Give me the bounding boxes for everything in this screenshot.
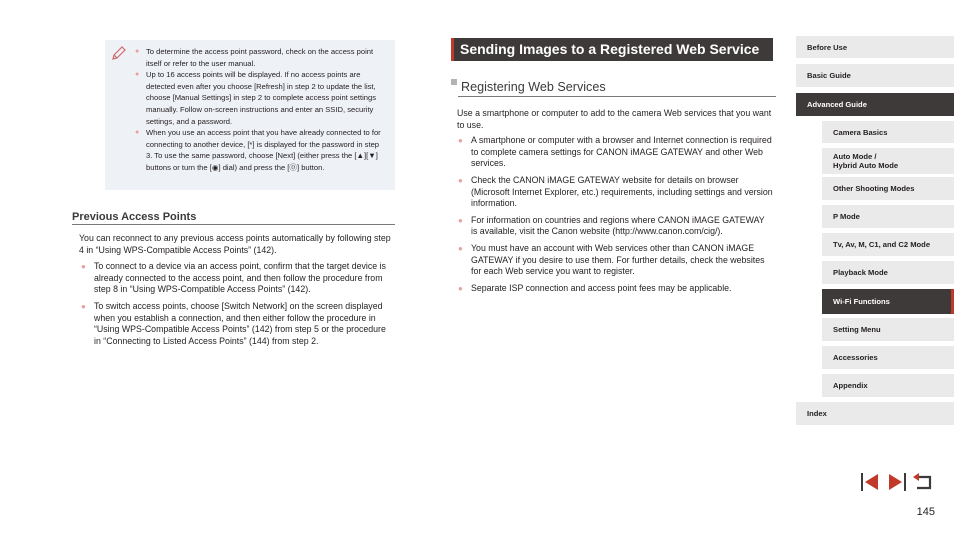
- note-box: [105, 40, 395, 190]
- subheading: Registering Web Services: [458, 80, 776, 97]
- previous-access-points-body: [79, 233, 391, 352]
- nav-p-mode[interactable]: P Mode: [822, 205, 954, 228]
- list-item: ● You must have an account with Web services other than CANON iMAGE GATEWAY if you desire to use them. For further details, check the websites for each Web service you want to register.: [458, 242, 765, 277]
- nav-appendix[interactable]: Appendix: [822, 374, 954, 397]
- main-body: [457, 108, 773, 299]
- list-item: ● Check the CANON iMAGE GATEWAY website for details on browser (Microsoft Internet Explorer, etc.) requirements, including settings and version information.: [458, 174, 773, 209]
- note-item: ● To determine the access point password, check on the access point itself or refer to the user manual.: [135, 47, 374, 68]
- pencil-icon: [111, 45, 127, 61]
- previous-intro: You can reconnect to any previous access points automatically by following step 4 in “Using WPS-Compatible Access Points” (​142).: [79, 233, 391, 255]
- nav-auto-mode[interactable]: Auto Mode / Hybrid Auto Mode: [822, 148, 954, 174]
- nav-setting-menu[interactable]: Setting Menu: [822, 318, 954, 341]
- nav-wifi-functions[interactable]: Wi-Fi Functions: [822, 289, 954, 314]
- note-list: [135, 46, 387, 174]
- return-icon[interactable]: [912, 472, 934, 492]
- nav-tv-av-mode[interactable]: Tv, Av, M, C1, and C2 Mode: [822, 233, 954, 256]
- list-item: ● A smartphone or computer with a browser and Internet connection is required to complete camera settings for CANON iMAGE GATEWAY and other Web services.: [458, 135, 772, 169]
- note-item: ● When you use an access point that you have already connected to for connecting to another device, [*] is displayed for the password in step 3. To use the same password, choose [Next] (either press the [▲][▼] buttons or turn the [◉] dial) and press the [⓪] button.: [135, 128, 381, 172]
- nav-camera-basics[interactable]: Camera Basics: [822, 121, 954, 143]
- nav-basic-guide[interactable]: Basic Guide: [796, 64, 954, 87]
- page-number: 145: [916, 506, 935, 518]
- nav-advanced-guide[interactable]: Advanced Guide: [796, 93, 954, 116]
- nav-before-use[interactable]: Before Use: [796, 36, 954, 58]
- nav-index[interactable]: Index: [796, 402, 954, 425]
- nav-accessories[interactable]: Accessories: [822, 346, 954, 369]
- note-item: ● Up to 16 access points will be displayed. If no access points are detected even after you choose [Refresh] in step 2 to update the list, choose [Manual Settings] in step 2 to complete access point settings manually. Follow on-screen instructions and enter an SSID, security settings, and a password.: [135, 70, 377, 126]
- list-item: ● To connect to a device via an access point, confirm that the target device is already connected to the access point, and then follow the procedure from step 8 in “Using WPS-Compatible Access Points” (​142).: [81, 261, 386, 295]
- list-item: ● To switch access points, choose [Switch Network] on the screen displayed when you establish a connection, and then either follow the procedure in “Using WPS-Compatible Access Points” (​142) from step 5 or the procedure in “Connecting to Listed Access Points” (​144) from step 2.: [81, 300, 386, 346]
- previous-access-points-heading: Previous Access Points: [72, 211, 395, 225]
- subheading-marker: [451, 79, 457, 85]
- section-title: Sending Images to a Registered Web Service: [451, 38, 773, 61]
- list-item: ● For information on countries and regions where CANON iMAGE GATEWAY is available, visit the Canon website (http://www.canon.com/cig/).: [458, 214, 765, 237]
- list-item: ● Separate ISP connection and access point fees may be applicable.: [458, 282, 732, 293]
- next-page-icon[interactable]: [887, 472, 907, 492]
- nav-playback-mode[interactable]: Playback Mode: [822, 261, 954, 284]
- nav-other-shooting-modes[interactable]: Other Shooting Modes: [822, 177, 954, 200]
- main-intro: Use a smartphone or computer to add to the camera Web services that you want to use.: [457, 108, 772, 130]
- previous-page-icon[interactable]: [860, 472, 880, 492]
